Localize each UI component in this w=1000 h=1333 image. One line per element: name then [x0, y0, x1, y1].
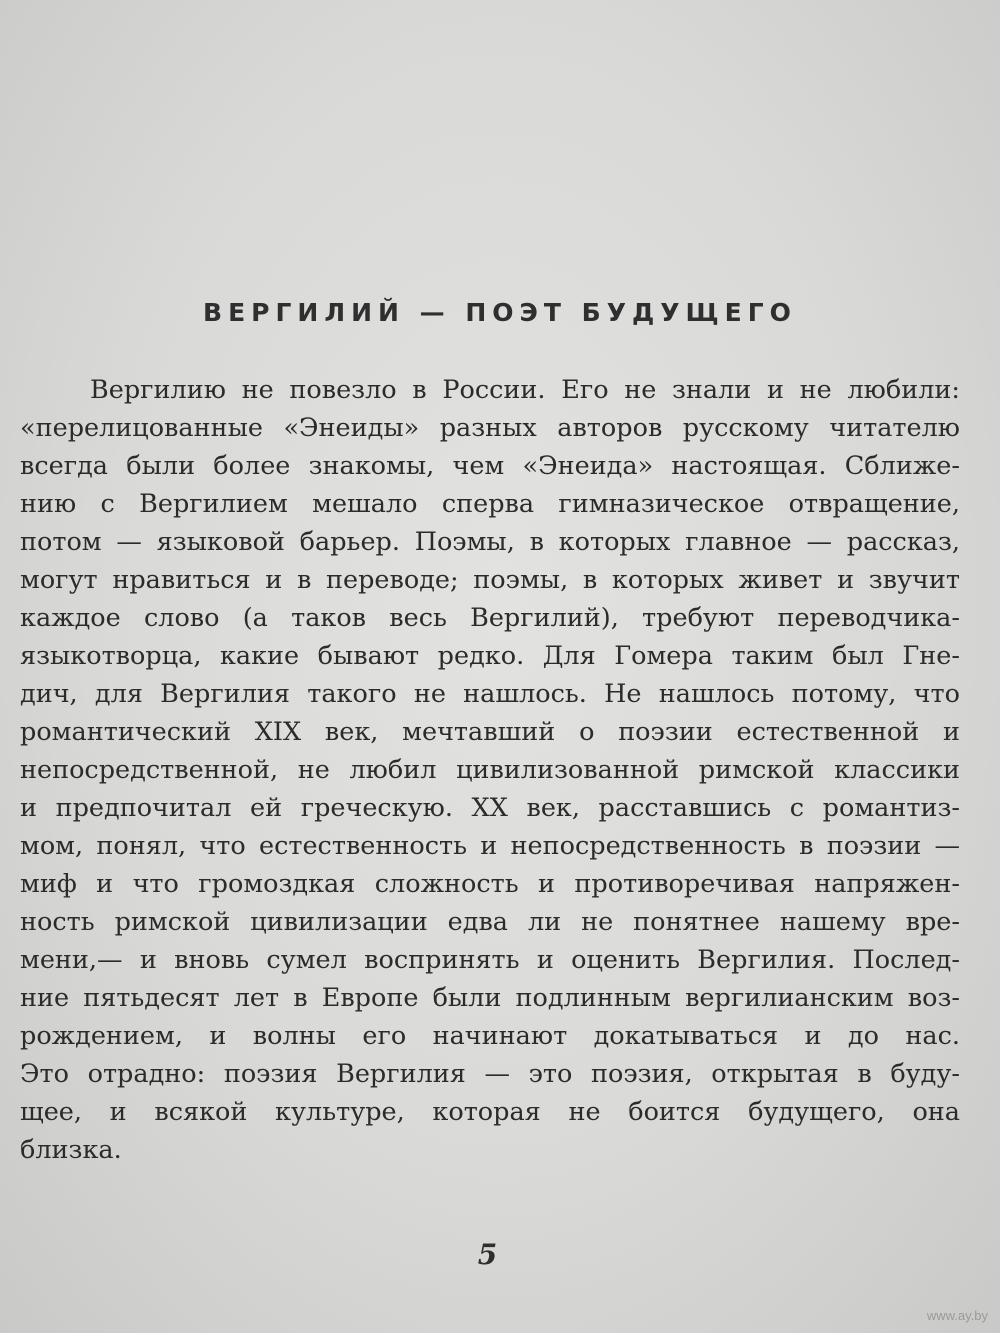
watermark-text: www.ay.by — [926, 1308, 988, 1323]
text-line: щее, и всякой культуре, которая не боится будущего, она — [20, 1097, 960, 1127]
text-line: нию с Вергилием мешало сперва гимназическое отвращение, — [20, 489, 960, 519]
text-line: мом, понял, что естественность и непосредственность в поэзии — — [20, 831, 960, 861]
text-line: потом — языковой барьер. Поэмы, в которых главное — рассказ, — [20, 527, 960, 557]
text-line: могут нравиться и в переводе; поэмы, в которых живет и звучит — [20, 565, 960, 595]
text-line: миф и что громоздкая сложность и противоречивая напряжен- — [20, 869, 960, 899]
text-line: всегда были более знакомы, чем «Энеида» настоящая. Сближе- — [20, 451, 960, 481]
text-line: Вергилию не повезло в России. Его не знали и не любили: — [90, 375, 960, 405]
text-line: романтический XIX век, мечтавший о поэзии естественной и — [20, 717, 960, 747]
text-line: близка. — [20, 1135, 122, 1165]
text-line: языкотворца, какие бывают редко. Для Гомера таким был Гне- — [20, 641, 960, 671]
text-line: ние пятьдесят лет в Европе были подлинным вергилианским воз- — [20, 983, 960, 1013]
text-line: и предпочитал ей греческую. XX век, расставшись с романтиз- — [20, 793, 960, 823]
text-line: «перелицованные «Энеиды» разных авторов русскому читателю — [20, 413, 960, 443]
text-line: мени,— и вновь сумел воспринять и оценить Вергилия. Послед- — [20, 945, 960, 975]
text-line: ность римской цивилизации едва ли не понятнее нашему вре- — [20, 907, 960, 937]
text-line: дич, для Вергилия такого не нашлось. Не нашлось потому, что — [20, 679, 960, 709]
page-title: ВЕРГИЛИЙ — ПОЭТ БУДУЩЕГО — [203, 298, 797, 327]
text-line: каждое слово (а таков весь Вергилий), требуют переводчика- — [20, 603, 960, 633]
text-line: Это отрадно: поэзия Вергилия — это поэзия, открытая в буду- — [20, 1059, 960, 1089]
page-number: 5 — [477, 1238, 498, 1271]
text-line: непосредственной, не любил цивилизованной римской классики — [20, 755, 960, 785]
text-line: рождением, и волны его начинают докатываться и до нас. — [20, 1021, 960, 1051]
